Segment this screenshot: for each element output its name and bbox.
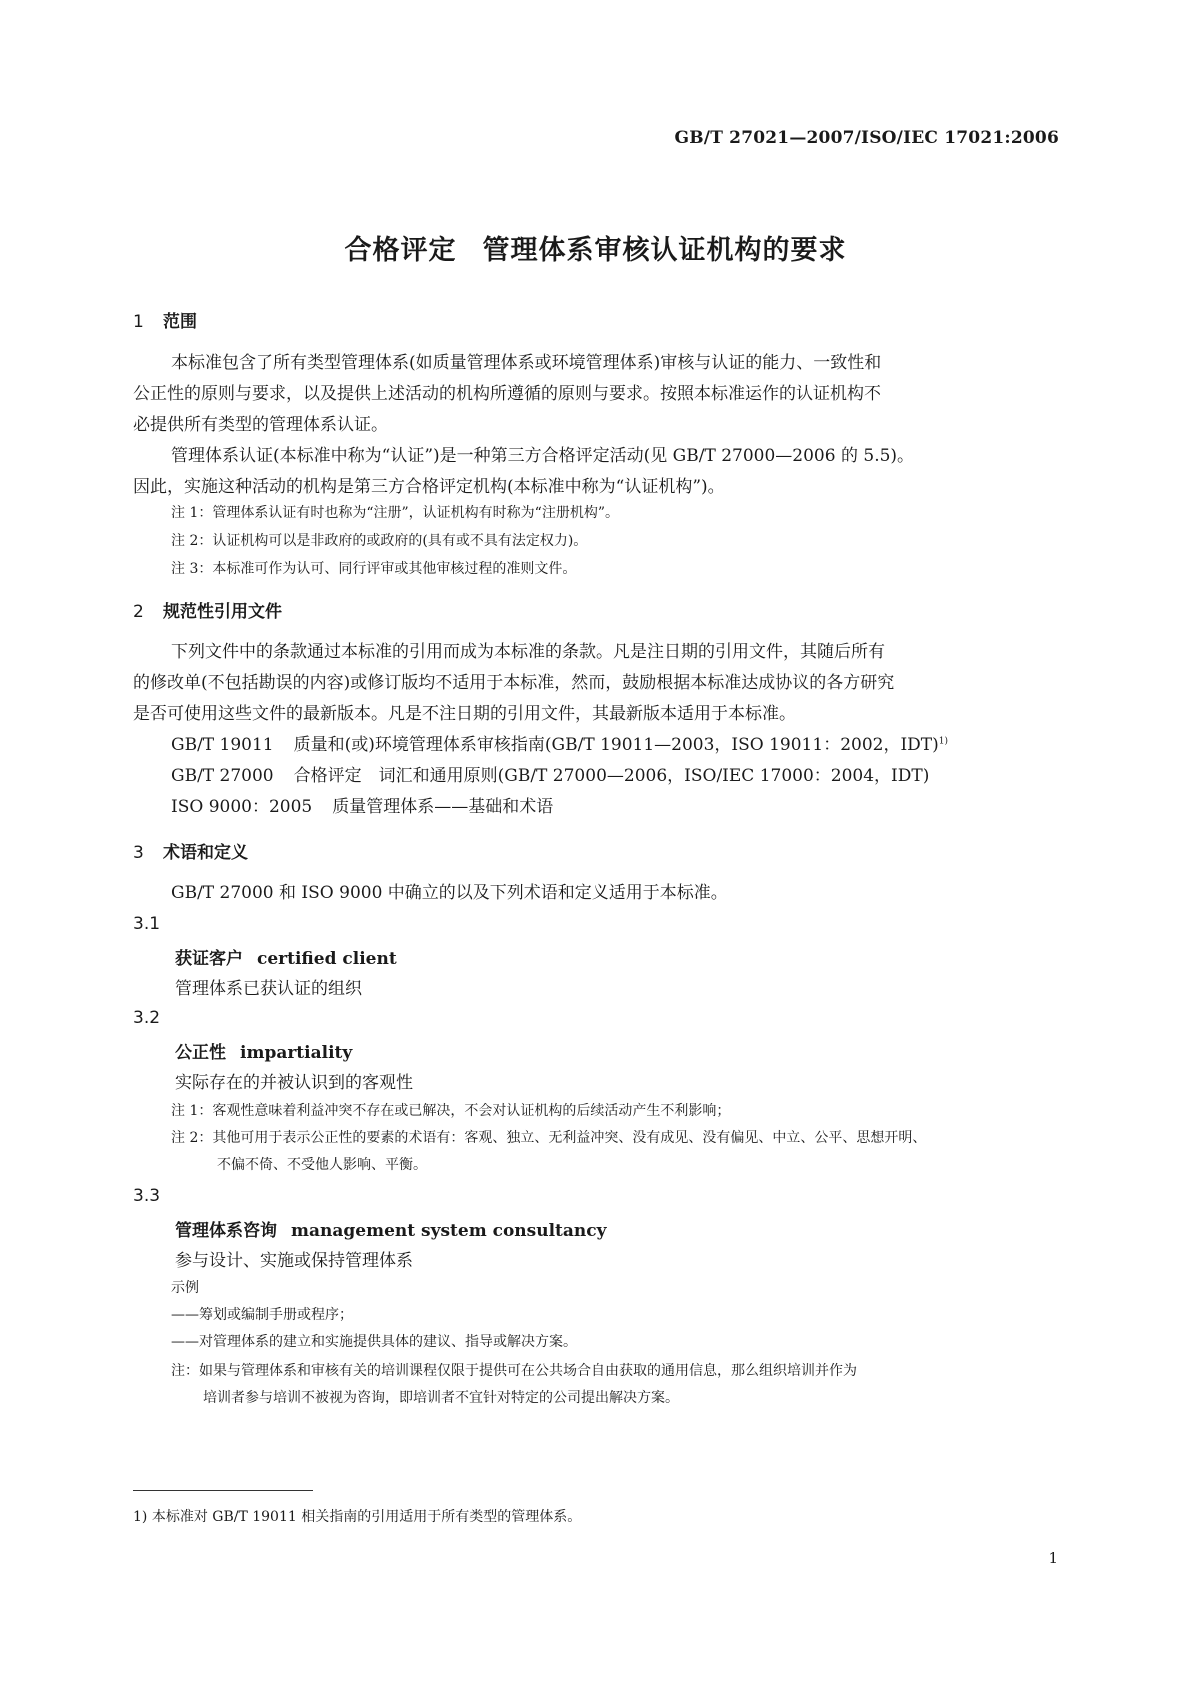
term-3-3-definition: 参与设计、实施或保持管理体系 (175, 1251, 413, 1271)
section-3-heading: 3 术语和定义 (133, 843, 248, 863)
term-3-2-heading: 公正性 impartiality (175, 1043, 353, 1063)
document-code: GB/T 27021—2007/ISO/IEC 17021:2006 (674, 128, 1059, 148)
title-part2: 管理体系审核认证机构的要求 (482, 235, 847, 266)
term-3-2-note2-line2: 不偏不倚、不受他人影响、平衡。 (217, 1157, 427, 1173)
term-3-3-example-2: ——对管理体系的建立和实施提供具体的建议、指导或解决方案。 (171, 1334, 577, 1350)
term-3-3-note-line1: 注：如果与管理体系和审核有关的培训课程仅限于提供可在公共场合自由获取的通用信息，那么组织培训并作为 (171, 1363, 857, 1379)
s2-para-line3: 是否可使用这些文件的最新版本。凡是不注日期的引用文件，其最新版本适用于本标准。 (133, 704, 796, 724)
s2-ref1: GB/T 19011 质量和(或)环境管理体系审核指南(GB/T 19011—2003，ISO 19011：2002，IDT)$^{1)}$ (171, 735, 949, 755)
footnote-rule (133, 1490, 313, 1491)
term-3-1-number: 3.1 (133, 914, 161, 934)
term-3-3-example-1: ——筹划或编制手册或程序； (171, 1307, 353, 1323)
section-2-heading: 2 规范性引用文件 (133, 602, 282, 622)
s2-para-line1: 下列文件中的条款通过本标准的引用而成为本标准的条款。凡是注日期的引用文件，其随后所有 (171, 642, 885, 662)
s1-note1: 注 1：管理体系认证有时也称为“注册”，认证机构有时称为“注册机构”。 (171, 505, 619, 521)
s3-intro: GB/T 27000 和 ISO 9000 中确立的以及下列术语和定义适用于本标准。 (171, 883, 728, 903)
s1-para2-line2: 因此，实施这种活动的机构是第三方合格评定机构(本标准中称为“认证机构”)。 (133, 477, 725, 497)
term-3-3-heading: 管理体系咨询 management system consultancy (175, 1221, 607, 1241)
term-3-1-heading: 获证客户 certified client (175, 949, 397, 969)
footnote: 1) 本标准对 GB/T 19011 相关指南的引用适用于所有类型的管理体系。 (133, 1509, 582, 1525)
term-3-1-definition: 管理体系已获认证的组织 (175, 979, 362, 999)
term-3-3-number: 3.3 (133, 1186, 161, 1206)
s1-note2: 注 2：认证机构可以是非政府的或政府的(具有或不具有法定权力)。 (171, 533, 588, 549)
s1-para2-line1: 管理体系认证(本标准中称为“认证”)是一种第三方合格评定活动(见 GB/T 27000—2006 的 5.5)。 (171, 446, 915, 466)
s2-ref2: GB/T 27000 合格评定 词汇和通用原则(GB/T 27000—2006，ISO/IEC 17000：2004，IDT) (171, 766, 930, 786)
page-title (0, 228, 1191, 267)
term-3-2-note2-line1: 注 2：其他可用于表示公正性的要素的术语有：客观、独立、无利益冲突、没有成见、没有偏见、中立、公平、思想开明、 (171, 1130, 927, 1146)
term-3-2-number: 3.2 (133, 1008, 161, 1028)
term-3-2-note1: 注 1：客观性意味着利益冲突不存在或已解决，不会对认证机构的后续活动产生不利影响； (171, 1103, 731, 1119)
s1-para1-line3: 必提供所有类型的管理体系认证。 (133, 415, 388, 435)
term-3-2-definition: 实际存在的并被认识到的客观性 (175, 1073, 413, 1093)
term-3-3-example-label: 示例 (171, 1280, 199, 1296)
section-1-heading: 1 范围 (133, 312, 197, 332)
page-number: 1 (1048, 1549, 1058, 1567)
s1-note3: 注 3：本标准可作为认可、同行评审或其他审核过程的准则文件。 (171, 561, 577, 577)
s1-para1-line1: 本标准包含了所有类型管理体系(如质量管理体系或环境管理体系)审核与认证的能力、一致性和 (171, 353, 882, 373)
s2-ref3: ISO 9000：2005 质量管理体系——基础和术语 (171, 797, 554, 817)
s2-para-line2: 的修改单(不包括勘误的内容)或修订版均不适用于本标准，然而，鼓励根据本标准达成协议的各方研究 (133, 673, 895, 693)
title-part1: 合格评定 (344, 235, 457, 266)
term-3-3-note-line2: 培训者参与培训不被视为咨询，即培训者不宜针对特定的公司提出解决方案。 (203, 1390, 679, 1406)
s1-para1-line2: 公正性的原则与要求，以及提供上述活动的机构所遵循的原则与要求。按照本标准运作的认证机构不 (133, 384, 881, 404)
